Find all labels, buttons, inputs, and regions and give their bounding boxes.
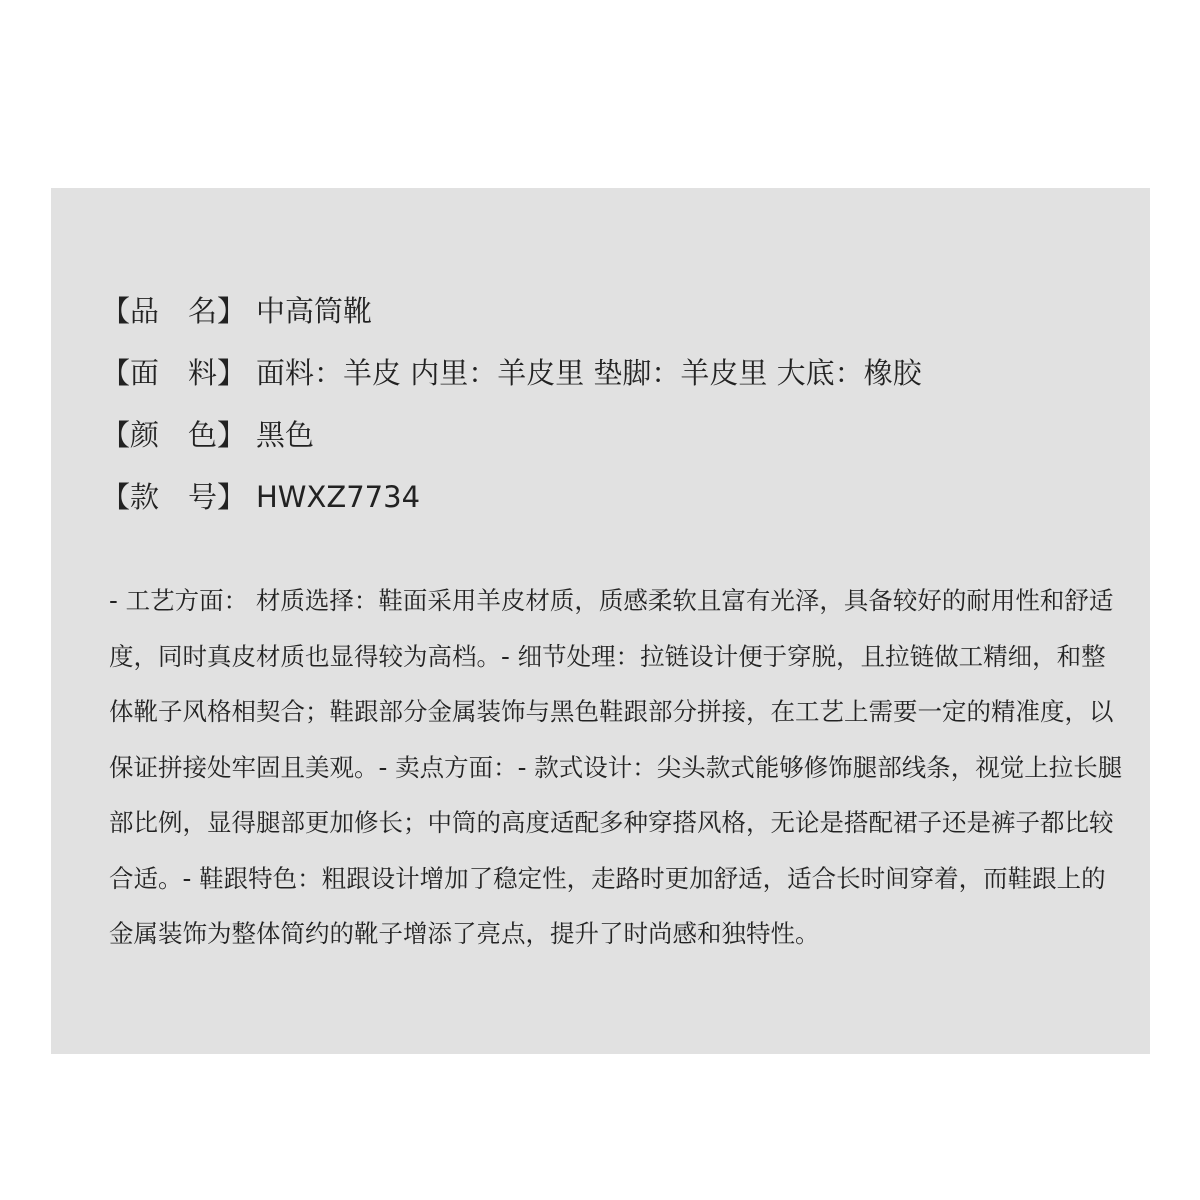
product-description: - 工艺方面： 材质选择：鞋面采用羊皮材质，质感柔软且富有光泽，具备较好的耐用性和舒适度，同时真皮材质也显得较为高档。- 细节处理：拉链设计便于穿脱，且拉链做工精细，和整体靴子风格相契合；鞋跟部分金属装饰与黑色鞋跟部分拼接，在工艺上需要一定的精准度，以保证拼接处牢固且美观。- 卖点方面：- 款式设计：尖头款式能够修饰腿部线条，视觉上拉长腿部比例，显得腿部更加修长；中筒的高度适配多种穿搭风格，无论是搭配裙子还是裤子都比较合适。- 鞋跟特色：粗跟设计增加了稳定性，走路时更加舒适，适合长时间穿着，而鞋跟上的金属装饰为整体简约的靴子增添了亮点，提升了时尚感和独特性。 (109, 586, 1123, 948)
spec-value: 面料：羊皮 内里：羊皮里 垫脚：羊皮里 大底：橡胶 (256, 356, 922, 390)
spec-label: 【款 号】 (101, 480, 247, 514)
spec-label: 【颜 色】 (101, 418, 247, 452)
spec-value: 黑色 (256, 418, 315, 452)
spec-row-material (101, 342, 1141, 404)
spec-label: 【品 名】 (101, 294, 247, 328)
spec-row-color (101, 404, 1141, 466)
spec-label: 【面 料】 (101, 356, 247, 390)
spec-value: HWXZ7734 (256, 480, 421, 514)
spec-list (101, 280, 1141, 528)
spec-row-model-number (101, 466, 1141, 528)
spec-value: 中高筒靴 (256, 294, 373, 328)
spec-row-product-name (101, 280, 1141, 342)
